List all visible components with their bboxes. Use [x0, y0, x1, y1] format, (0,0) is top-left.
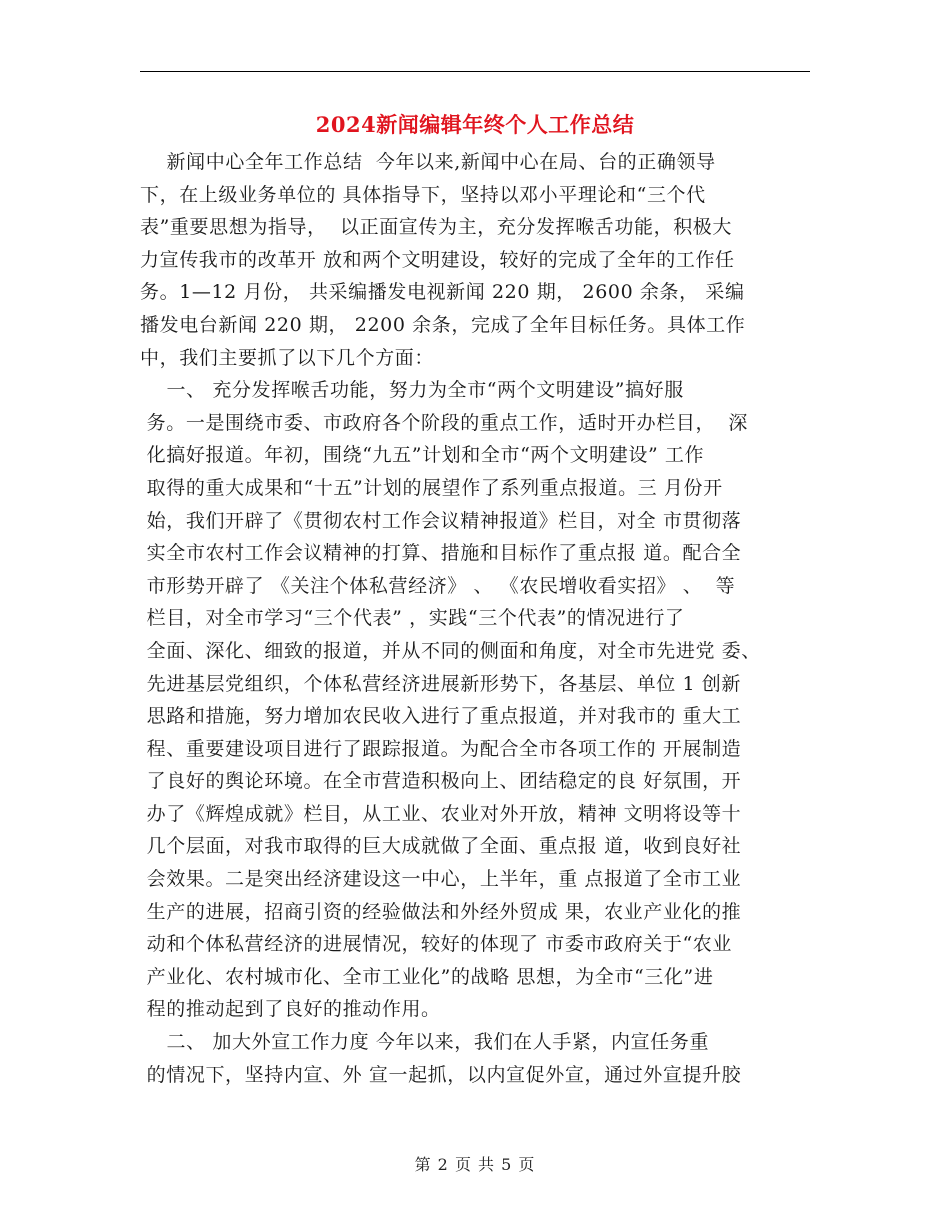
document-title: 2024新闻编辑年终个人工作总结 — [315, 112, 635, 137]
body-text-line: 播发电台新闻 220 期， 2200 余条，完成了全年目标任务。具体工作 — [140, 313, 746, 336]
body-text-line: 全面、深化、细致的报道，并从不同的侧面和角度，对全市先进党 委、 — [140, 639, 761, 662]
body-text-line: 下，在上级业务单位的 具体指导下，坚持以邓小平理论和“三个代 — [140, 183, 706, 206]
body-text-line: 新闻中心全年工作总结 今年以来,新闻中心在局、台的正确领导 — [140, 151, 716, 173]
body-text-line: 力宣传我市的改革开 放和两个文明建设，较好的完成了全年的工作任 — [140, 248, 735, 271]
body-text-line: 始，我们开辟了《贯彻农村工作会议精神报道》栏目，对全 市贯彻落 — [140, 509, 742, 532]
header-rule — [140, 71, 810, 72]
page-footer: 第 2 页 共 5 页 — [414, 1155, 536, 1174]
body-text-line: 栏目，对全市学习“三个代表” ，实践“三个代表”的情况进行了 — [140, 607, 685, 630]
body-text-line: 务。1—12 月份， 共采编播发电视新闻 220 期， 2600 余条， 采编 — [140, 281, 745, 304]
body-text-line: 办了《辉煌成就》栏目，从工业、农业对外开放，精神 文明将设等十 — [140, 802, 742, 825]
body-text-line: 取得的重大成果和“十五”计划的展望作了系列重点报道。三 月份开 — [140, 476, 723, 499]
body-text-line: 务。一是围绕市委、市政府各个阶段的重点工作，适时开办栏目， 深 — [140, 411, 748, 434]
body-text-line: 的情况下，坚持内宣、外 宣一起抓，以内宣促外宣，通过外宣提升胶 — [140, 1063, 742, 1086]
body-text-line: 程的推动起到了良好的推动作用。 — [140, 998, 441, 1021]
body-text-line: 市形势开辟了 《关注个体私营经济》 、 《农民增收看实招》 、 等 — [140, 574, 736, 597]
body-text-line: 生产的进展，招商引资的经验做法和外经外贸成 果，农业产业化的推 — [140, 900, 742, 923]
document-body — [140, 146, 820, 1091]
body-text-line: 实全市农村工作会议精神的打算、措施和目标作了重点报 道。配合全 — [140, 542, 742, 565]
body-text-line: 了良好的舆论环境。在全市营造积极向上、团结稳定的良 好氛围，开 — [140, 770, 742, 793]
body-text-line: 中，我们主要抓了以下几个方面： — [140, 346, 435, 369]
body-text-line: 一、 充分发挥喉舌功能，努力为全市“两个文明建设”搞好服 — [140, 379, 684, 402]
body-text-line: 思路和措施，努力增加农民收入进行了重点报道，并对我市的 重大工 — [140, 705, 742, 728]
body-text-line: 程、重要建设项目进行了跟踪报道。为配合全市各项工作的 开展制造 — [140, 737, 742, 760]
body-text-line: 产业化、农村城市化、全市工业化”的战略 思想，为全市“三化”进 — [140, 965, 714, 988]
body-text-line: 先进基层党组织，个体私营经济进展新形势下，各基层、单位 1 创新 — [140, 672, 742, 695]
body-text-line: 二、 加大外宣工作力度 今年以来，我们在人手紧，内宣任务重 — [140, 1031, 710, 1054]
body-text-line: 化搞好报道。年初，围绕“九五”计划和全市“两个文明建设” 工作 — [140, 444, 705, 467]
body-text-line: 表”重要思想为指导， 以正面宣传为主，充分发挥喉舌功能，积极大 — [140, 216, 732, 239]
body-text-line: 动和个体私营经济的进展情况，较好的体现了 市委市政府关于“农业 — [140, 933, 732, 956]
body-text-line: 几个层面，对我市取得的巨大成就做了全面、重点报 道，收到良好社 — [140, 835, 742, 858]
body-text-line: 会效果。二是突出经济建设这一中心，上半年，重 点报道了全市工业 — [140, 868, 742, 891]
